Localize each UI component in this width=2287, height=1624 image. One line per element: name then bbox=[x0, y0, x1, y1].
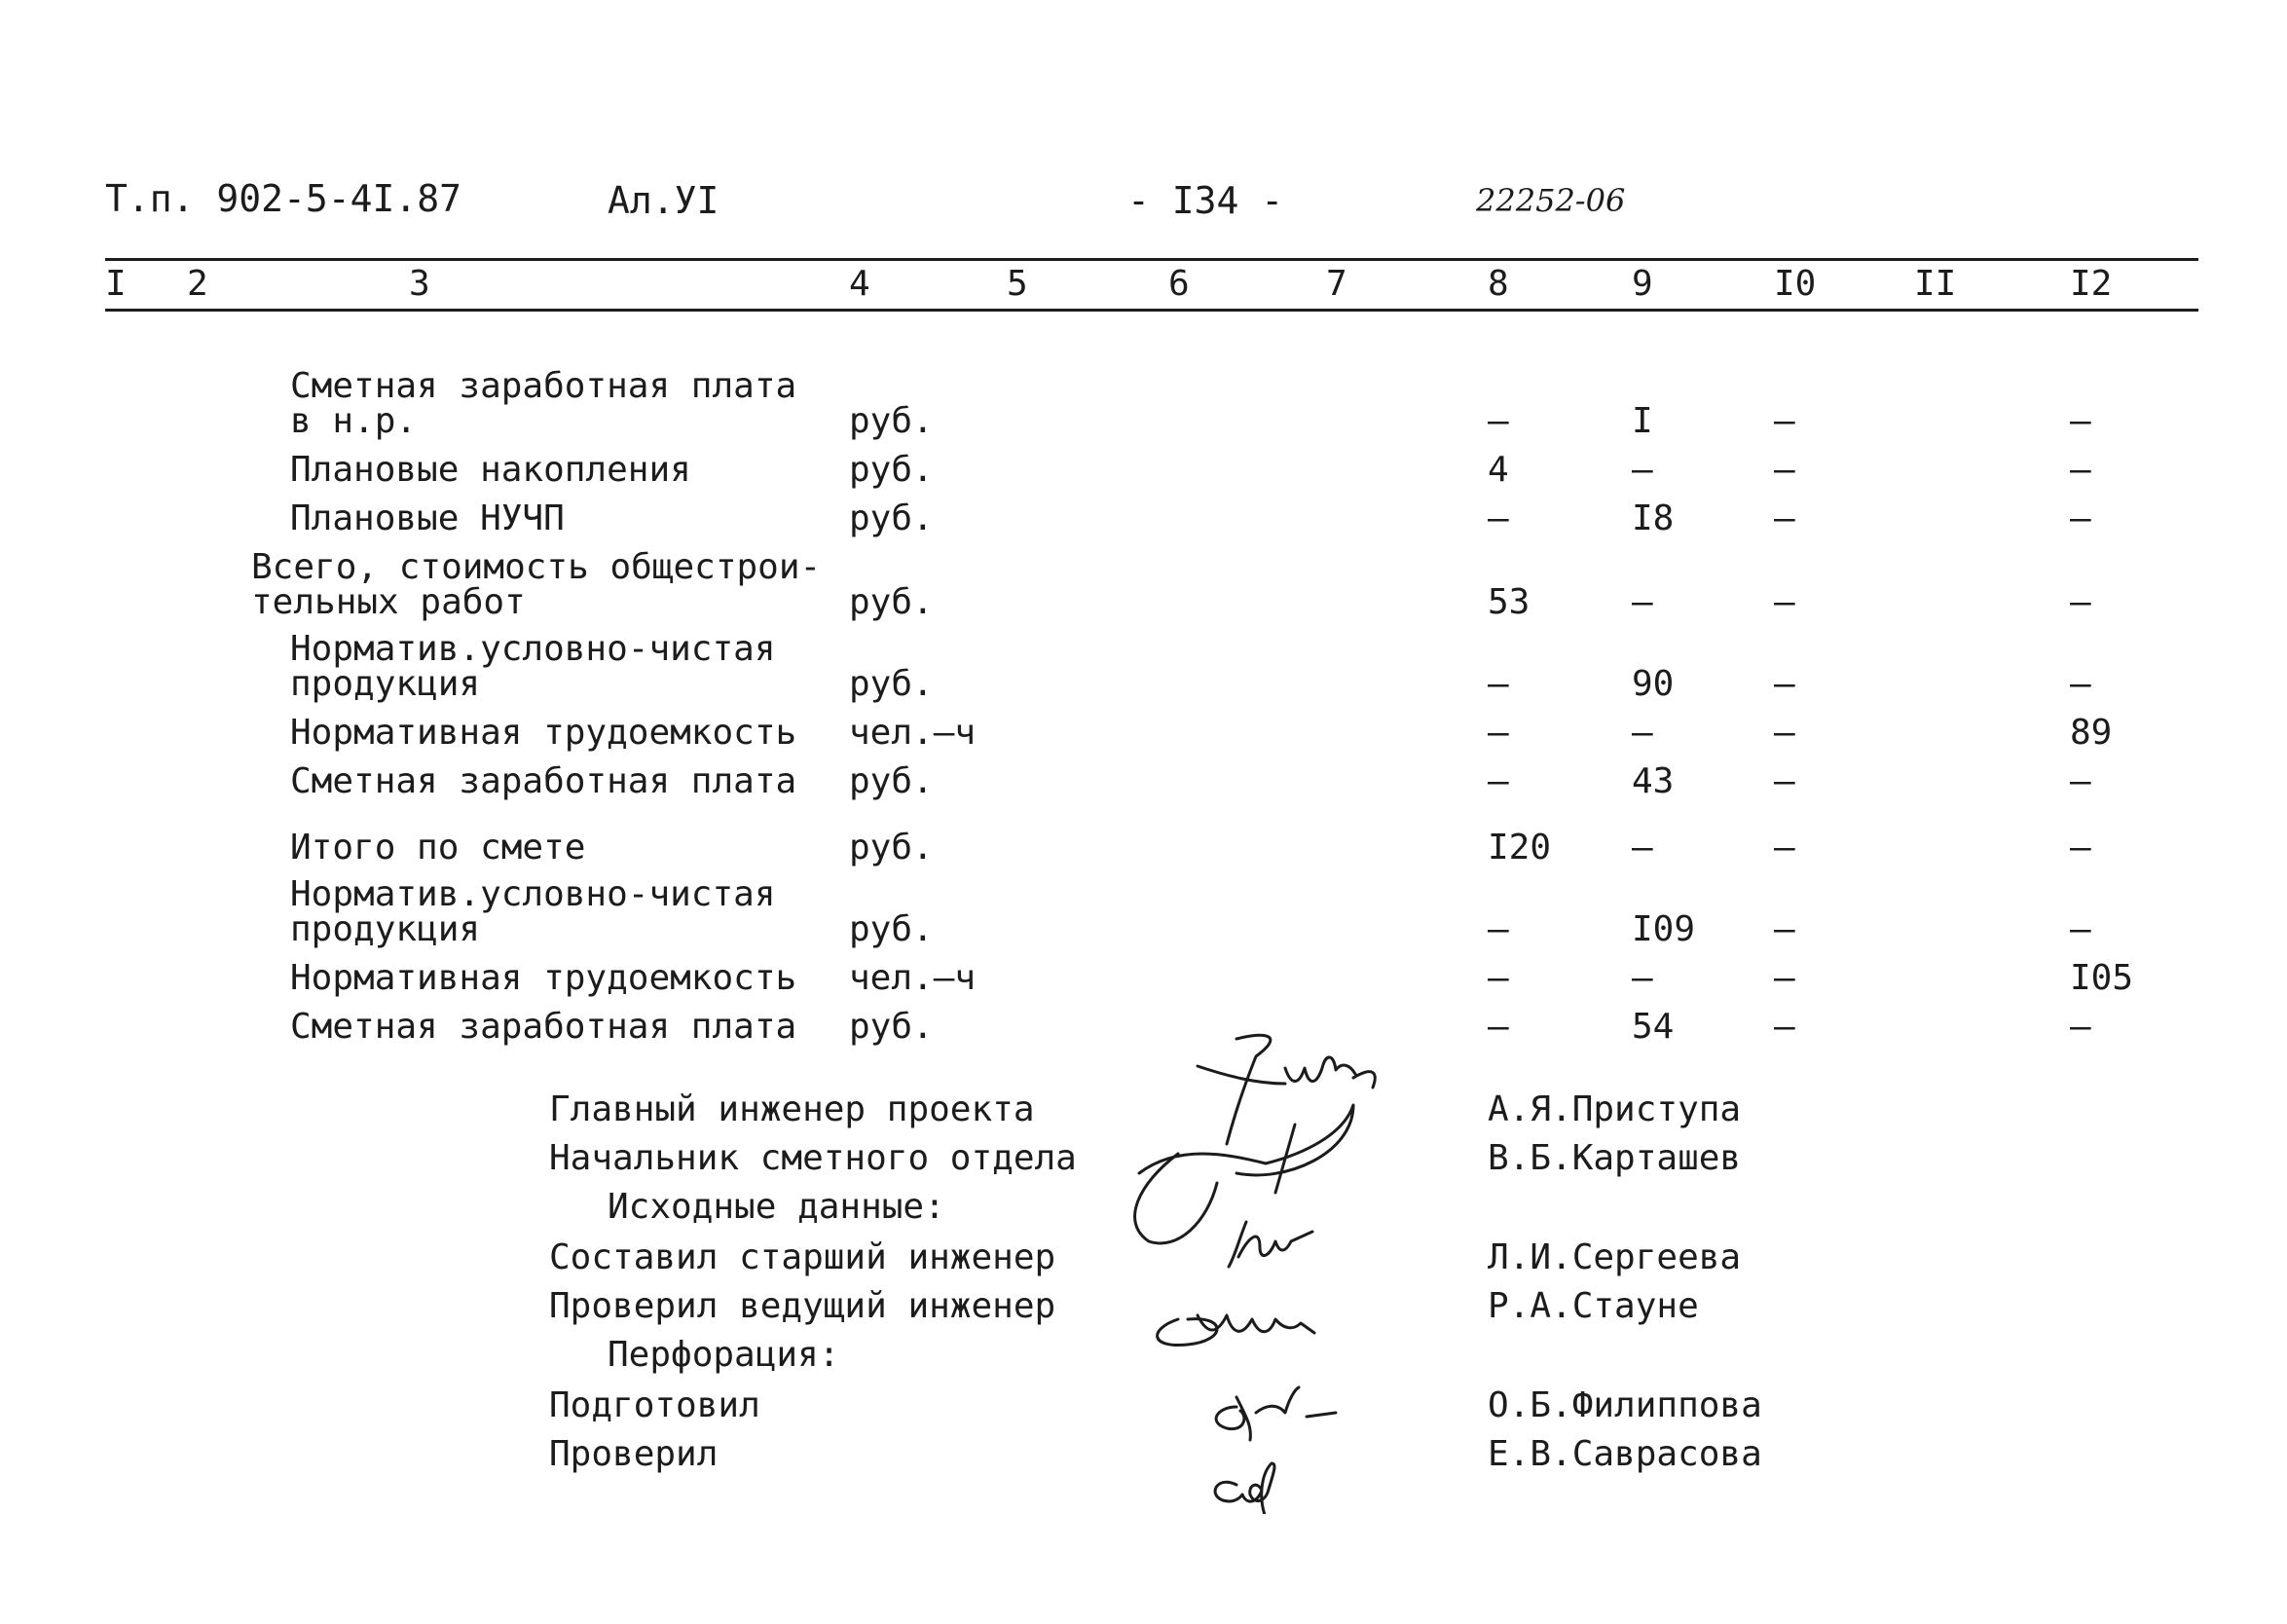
row-unit: руб. bbox=[849, 664, 934, 704]
row-label-line-1: Нормативная трудоемкость bbox=[290, 958, 797, 998]
row-value-col12: – bbox=[2070, 401, 2091, 441]
signature-person: Л.И.Сергеева bbox=[1488, 1237, 1742, 1277]
row-label-line-1: Сметная заработная плата bbox=[290, 761, 797, 801]
row-value-col12: – bbox=[2070, 450, 2091, 490]
row-value-col8: 53 bbox=[1488, 582, 1531, 622]
row-value-col9: 43 bbox=[1632, 761, 1675, 801]
col-num-1: I bbox=[105, 264, 127, 304]
row-label-line-2: тельных работ bbox=[251, 582, 526, 622]
row-label-line-1: Всего, стоимость общестрои- bbox=[251, 547, 822, 587]
row-value-col8: – bbox=[1488, 958, 1509, 998]
page-number: - I34 - bbox=[1127, 179, 1284, 222]
col-num-3: 3 bbox=[409, 264, 430, 304]
signature-person: Р.А.Стауне bbox=[1488, 1286, 1699, 1326]
row-value-col8: I20 bbox=[1488, 828, 1552, 867]
col-num-9: 9 bbox=[1632, 264, 1653, 304]
row-value-col8: – bbox=[1488, 498, 1509, 538]
row-label-line-1: Сметная заработная плата bbox=[290, 1007, 797, 1047]
document-stamp-number: 22252-06 bbox=[1476, 182, 1626, 219]
row-value-col10: – bbox=[1774, 1007, 1795, 1047]
row-value-col8: – bbox=[1488, 761, 1509, 801]
row-value-col12: – bbox=[2070, 761, 2091, 801]
row-value-col10: – bbox=[1774, 761, 1795, 801]
row-value-col12: – bbox=[2070, 1007, 2091, 1047]
signature-person: В.Б.Карташев bbox=[1488, 1138, 1742, 1178]
row-value-col12: – bbox=[2070, 828, 2091, 867]
signature-senior-engineer bbox=[1229, 1222, 1312, 1267]
row-unit: руб. bbox=[849, 761, 934, 801]
row-value-col12: – bbox=[2070, 498, 2091, 538]
row-value-col12: – bbox=[2070, 664, 2091, 704]
col-num-6: 6 bbox=[1168, 264, 1190, 304]
row-unit: руб. bbox=[849, 582, 934, 622]
col-num-4: 4 bbox=[849, 264, 870, 304]
row-value-col8: – bbox=[1488, 664, 1509, 704]
row-value-col10: – bbox=[1774, 450, 1795, 490]
col-num-7: 7 bbox=[1326, 264, 1347, 304]
row-value-col12: I05 bbox=[2070, 958, 2134, 998]
row-unit: чел.–ч bbox=[849, 958, 977, 998]
col-num-2: 2 bbox=[187, 264, 208, 304]
doc-code: Т.п. 902-5-4I.87 bbox=[105, 177, 462, 220]
row-value-col8: 4 bbox=[1488, 450, 1509, 490]
row-label-line-1: Плановые НУЧП bbox=[290, 498, 565, 538]
signature-role: Начальник сметного отдела bbox=[549, 1138, 1077, 1178]
row-value-col8: – bbox=[1488, 1007, 1509, 1047]
row-unit: руб. bbox=[849, 909, 934, 949]
row-value-col9: – bbox=[1632, 828, 1653, 867]
row-value-col10: – bbox=[1774, 958, 1795, 998]
row-value-col9: 54 bbox=[1632, 1007, 1675, 1047]
col-num-12: I2 bbox=[2070, 264, 2113, 304]
row-value-col8: – bbox=[1488, 909, 1509, 949]
row-value-col12: – bbox=[2070, 582, 2091, 622]
album-number: Ал.УI bbox=[608, 179, 719, 222]
row-value-col9: I bbox=[1632, 401, 1653, 441]
row-value-col9: – bbox=[1632, 958, 1653, 998]
row-value-col9: – bbox=[1632, 713, 1653, 753]
row-value-col10: – bbox=[1774, 828, 1795, 867]
signature-estimate-dept-head bbox=[1135, 1105, 1353, 1243]
row-value-col10: – bbox=[1774, 713, 1795, 753]
row-label-line-2: в н.р. bbox=[290, 401, 418, 441]
signature-role: Составил старший инженер bbox=[549, 1237, 1056, 1277]
signature-section-heading: Исходные данные: bbox=[608, 1187, 945, 1227]
signature-section-heading: Перфорация: bbox=[608, 1335, 840, 1375]
signature-person: А.Я.Приступа bbox=[1488, 1089, 1742, 1129]
row-label-line-1: Плановые накопления bbox=[290, 450, 691, 490]
signature-role: Проверил ведущий инженер bbox=[549, 1286, 1056, 1326]
row-label-line-2: продукция bbox=[290, 664, 481, 704]
row-value-col12: – bbox=[2070, 909, 2091, 949]
row-value-col10: – bbox=[1774, 498, 1795, 538]
row-value-col9: I09 bbox=[1632, 909, 1696, 949]
signature-role: Проверил bbox=[549, 1434, 719, 1474]
col-num-8: 8 bbox=[1488, 264, 1509, 304]
row-unit: руб. bbox=[849, 401, 934, 441]
signature-person: Е.В.Саврасова bbox=[1488, 1434, 1762, 1474]
signature-lead-engineer bbox=[1158, 1315, 1314, 1346]
row-label-line-1: Итого по смете bbox=[290, 828, 586, 867]
signature-person: О.Б.Филиппова bbox=[1488, 1385, 1762, 1425]
signature-prepared-by bbox=[1216, 1387, 1336, 1440]
row-label-line-1: Норматив.условно-чистая bbox=[290, 629, 776, 669]
row-value-col9: – bbox=[1632, 582, 1653, 622]
row-value-col12: 89 bbox=[2070, 713, 2113, 753]
row-value-col8: – bbox=[1488, 401, 1509, 441]
signature-role: Подготовил bbox=[549, 1385, 760, 1425]
row-value-col10: – bbox=[1774, 582, 1795, 622]
col-num-5: 5 bbox=[1007, 264, 1028, 304]
row-label-line-2: продукция bbox=[290, 909, 481, 949]
row-label-line-1: Сметная заработная плата bbox=[290, 366, 797, 406]
row-label-line-1: Нормативная трудоемкость bbox=[290, 713, 797, 753]
row-unit: руб. bbox=[849, 498, 934, 538]
col-num-10: I0 bbox=[1774, 264, 1817, 304]
signature-checked-by bbox=[1215, 1463, 1274, 1514]
row-value-col10: – bbox=[1774, 401, 1795, 441]
row-unit: руб. bbox=[849, 828, 934, 867]
row-value-col9: I8 bbox=[1632, 498, 1675, 538]
row-unit: чел.–ч bbox=[849, 713, 977, 753]
row-label-line-1: Норматив.условно-чистая bbox=[290, 874, 776, 914]
row-value-col8: – bbox=[1488, 713, 1509, 753]
top-rule bbox=[105, 258, 2198, 261]
bottom-rule bbox=[105, 309, 2198, 312]
signature-role: Главный инженер проекта bbox=[549, 1089, 1035, 1129]
row-unit: руб. bbox=[849, 450, 934, 490]
row-value-col10: – bbox=[1774, 909, 1795, 949]
row-unit: руб. bbox=[849, 1007, 934, 1047]
row-value-col9: 90 bbox=[1632, 664, 1675, 704]
row-value-col10: – bbox=[1774, 664, 1795, 704]
col-num-11: II bbox=[1914, 264, 1957, 304]
row-value-col9: – bbox=[1632, 450, 1653, 490]
handwritten-signatures bbox=[1120, 1027, 1470, 1514]
